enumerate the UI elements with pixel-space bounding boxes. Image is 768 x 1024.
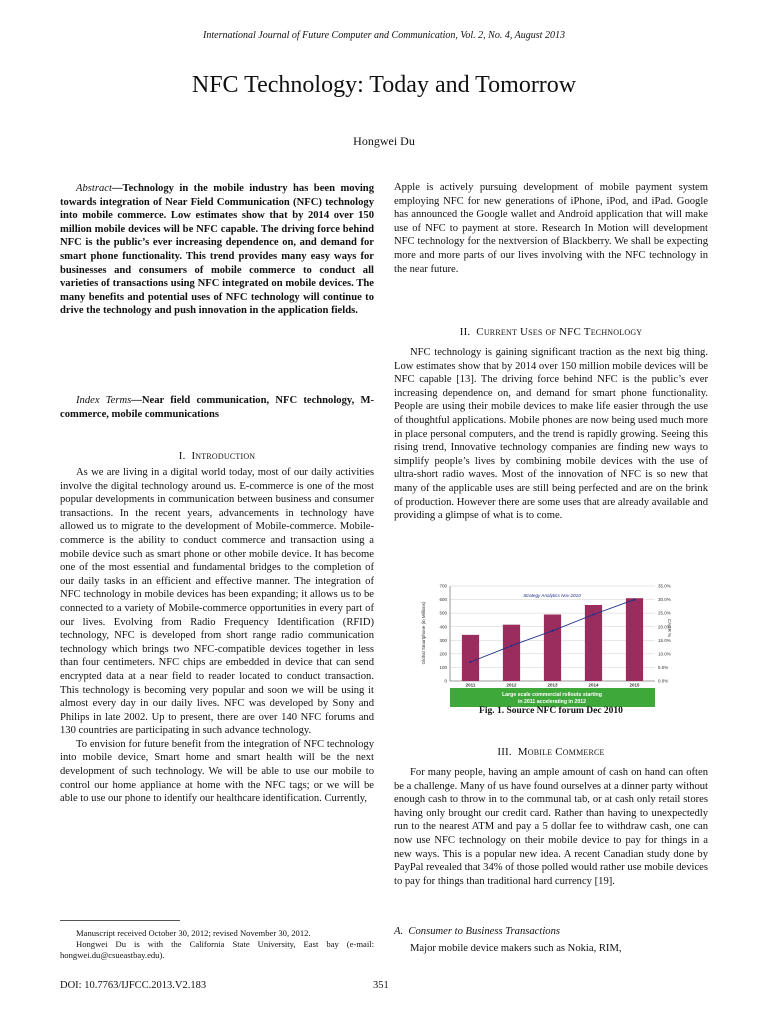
y-tick-label: 200 [439, 651, 447, 657]
footnotes [60, 928, 374, 961]
bar [462, 635, 479, 681]
paragraph: To envision for future benefit from the integration of NFC technology into mobile device, Smart home and smart health will be the next development of such technology. We will be able to use our mobile to control our home appliance at home with the NFC tags; or we will be able to use our phone to identify our healthcare identification. Currently, [60, 738, 374, 805]
abstract-text: —Technology in the mobile industry has been moving towards integration of Near Field Communication (NFC) technology into mobile commerce. Low estimates show that by 2014 over 150 million mobile devices will be NFC capable. The driving force behind NFC is the public’s ever increasing dependence on, and demand for smart phone functionality. This trend provides many easy ways for businesses and consumers of mobile commerce to conduct all varieties of transactions using NFC integrated on mobile devices. The many benefits and potential uses of NFC technology will continue to drive the technology and push innovation in the application fields. [60, 183, 374, 317]
paper-title: NFC Technology: Today and Tomorrow [191, 72, 577, 98]
y-axis-label: Global Smartphone (in Millions) [421, 601, 426, 665]
y2-axis-label: CAGR % [667, 618, 672, 638]
journal-header: International Journal of Future Computer and Communication, Vol. 2, No. 4, August 2013 [203, 30, 565, 41]
chart-annotation: Strategy Analytics Nov 2010 [523, 593, 581, 598]
page-number: 351 [373, 980, 389, 991]
y2-tick-label: 5.0% [658, 665, 669, 671]
index-terms [60, 394, 374, 421]
section-number: II. [459, 326, 471, 338]
chart-banner-line-1: Large scale commercial rollouts starting [502, 692, 602, 698]
y-tick-label: 500 [439, 610, 447, 616]
line-point [633, 598, 635, 600]
y-tick-label: 400 [439, 624, 447, 630]
y-tick-label: 600 [439, 597, 447, 603]
author-name: Hongwei Du [353, 134, 415, 148]
y-tick-label: 100 [439, 665, 447, 671]
line-point [592, 613, 594, 615]
section-number: III. [497, 746, 512, 758]
section-title: Introduction [191, 450, 256, 462]
y-tick-label: 700 [439, 583, 447, 589]
paragraph: As we are living in a digital world today, most of our daily activities involve the digital technology around us. E-commerce is one of the most popular developments in communication between business and consumer transactions. In the recent years, advancements in technology have allowed us to migrate to the development of Mobile-commerce. Mobile-commerce is the ability to conduct commerce and transaction using a mobile device such as smart phone or other mobile device. It has become one of the most essential and fundamental bridges to the completion of our daily tasks in an efficient and effective manner. The integration of NFC technology in mobile devices has been expanding; it allows us to be connected to a variety of Mobile-commerce opportunities in every part of our lives. Evolving from Radio Frequency Identification (RFID) technology, NFC is developed from short range radio communication technology which brings two NFC-compatible devices together in less than four centimeters. NFC chips are embedded in device that can send encrypted data at a near field to reader located to conduct transaction. This technology is becoming very popular and soon we will be using it almost every day in our daily lives. NFC was developed by Sony and Philips in late 2002. Up to present, there are over 140 NFC forums and 130 countries are participating in such advance technology. [60, 467, 374, 737]
y2-tick-label: 0.0% [658, 678, 669, 684]
subsection-body [394, 942, 708, 956]
index-terms-lead: Index Terms [76, 395, 132, 406]
section-title: Current Uses of NFC Technology [476, 326, 643, 338]
paragraph: For many people, having an ample amount of cash on hand can often be a challenge. Many of us have found ourselves at a dinner party without enough cash to throw in to the communal tab, or at cash only retail stores having only brought our credit card. Rather than having to unexpectedly run to the nearest ATM and pay a 5 dollar fee to withdraw cash, one can now use NFC technology on their mobile device to pay for things in a new ways. This is a popular new idea. A recent Canadian study done by PayPal revealed that 34% of those polled would rather use mobile devices to pay for things than traditional hard currency [19]. [394, 767, 708, 887]
line-point [510, 645, 512, 647]
abstract [60, 182, 374, 318]
x-tick-label: 2012 [506, 682, 517, 688]
bar [544, 615, 561, 682]
right-intro-continued [394, 181, 708, 276]
current-uses-body [394, 346, 708, 523]
section-number: I. [178, 450, 186, 462]
x-tick-label: 2014 [588, 682, 599, 688]
section-heading-introduction [60, 450, 374, 462]
x-tick-label: 2011 [465, 682, 476, 688]
section-title: Mobile Commerce [517, 746, 605, 758]
line-point [551, 630, 553, 632]
bar [585, 605, 602, 681]
section-heading-current-uses [394, 326, 708, 338]
y2-tick-label: 15.0% [658, 637, 671, 643]
chart-banner-line-2: in 2011 accelerating in 2012 [517, 699, 587, 705]
subsection-number: A. [394, 926, 404, 937]
footnote: Hongwei Du is with the California State University, East bay (e-mail: hongwei.du@csueastbay.edu). [60, 939, 374, 960]
bar [503, 625, 520, 681]
paragraph: Apple is actively pursuing development of mobile payment system employing NFC for new generations of iPhone, iPod, and iPad. Google has announced the Google wallet and Android application that will make use of NFC to payment at store. Research In Motion will development NFC technology for the nextversion of Blackberry. We shall be expecting more and more parts of our lives involving with the NFC technology in the near future. [394, 182, 708, 275]
paragraph: Major mobile device makers such as Nokia, RIM, [410, 943, 622, 954]
subsection-heading [394, 926, 708, 937]
y2-tick-label: 10.0% [658, 651, 671, 657]
introduction-body [60, 466, 374, 806]
paragraph: NFC technology is gaining significant traction as the next big thing. Low estimates show that by 2014 over 150 million mobile devices will be NFC capable [13]. The driving force behind NFC is the public’s ever increasing dependence on, and demand for smart phone functionality. People are using their mobile devices to make life easier through the use of thoughtful applications. Mobile phones are now being used much more in place personal computers, and the trend is rapidly growing. Seeing this rising trend, Innovative technology companies are finding new ways to simplify people’s lives by combining mobile devices with the use of ultra-short radio waves. Most of the innovation of NFC is so new that many of the applicable uses are still being perfected and are on the brink of production. However there are some uses that are already available and providing a glimpse of what is to come. [394, 347, 708, 522]
footnote: Manuscript received October 30, 2012; revised November 30, 2012. [76, 928, 311, 938]
x-tick-label: 2013 [547, 682, 558, 688]
mobile-commerce-body [394, 766, 708, 888]
doi: DOI: 10.7763/IJFCC.2013.V2.183 [60, 980, 207, 991]
y-tick-label: 0 [444, 678, 447, 684]
y2-tick-label: 35.0% [658, 583, 671, 589]
y2-tick-label: 25.0% [658, 610, 671, 616]
nfc-forecast-chart [420, 578, 670, 708]
section-heading-mobile-commerce [394, 746, 708, 758]
line-point [469, 661, 471, 663]
abstract-lead: Abstract [76, 183, 112, 194]
bar [626, 598, 643, 681]
figure-caption: Fig. 1. Source NFC forum Dec 2010 [479, 706, 623, 716]
y-tick-label: 300 [439, 637, 447, 643]
y2-tick-label: 30.0% [658, 597, 671, 603]
chart-bars [462, 598, 643, 681]
subsection-title: Consumer to Business Transactions [408, 926, 560, 937]
index-terms-text: —Near field communication, NFC technology, M-commerce, mobile communications [60, 395, 374, 420]
footnote-rule [60, 920, 180, 921]
y2-tick-label: 20.0% [658, 624, 671, 630]
x-tick-label: 2015 [629, 682, 640, 688]
